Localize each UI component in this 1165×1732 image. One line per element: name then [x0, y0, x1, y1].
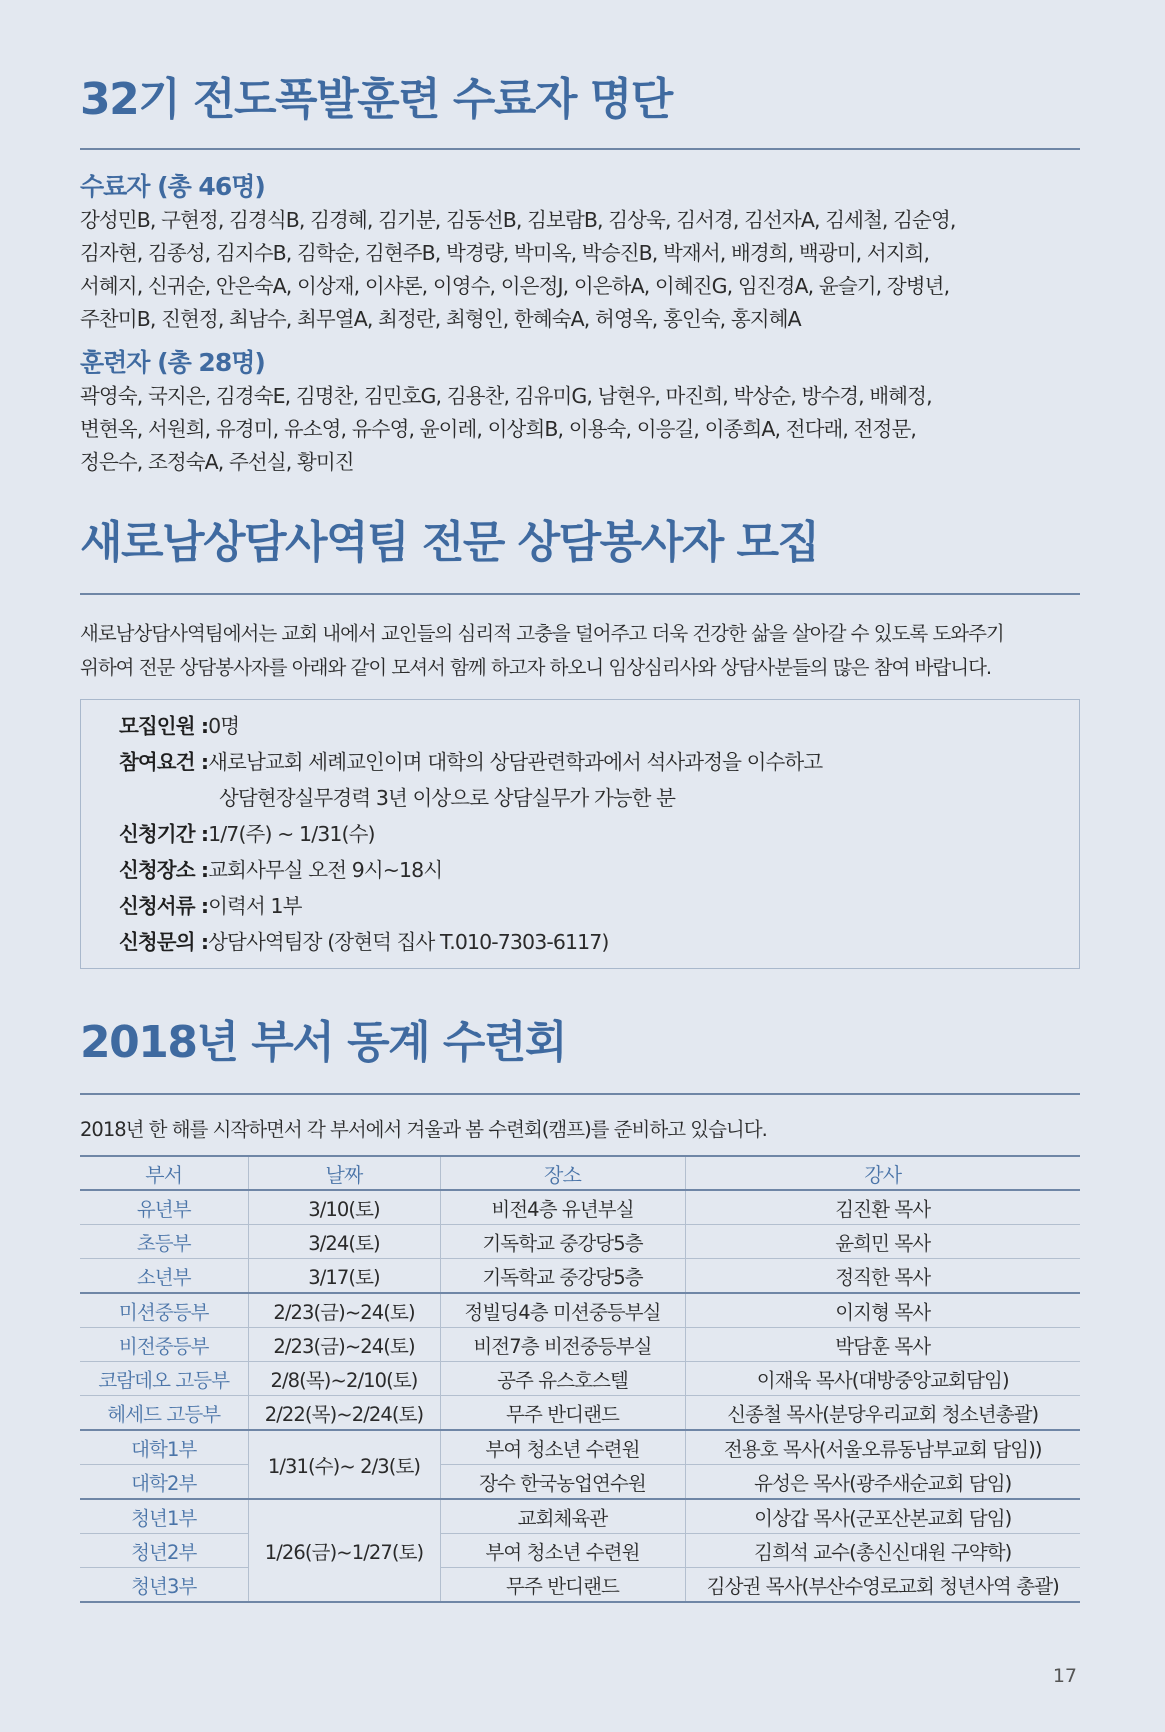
cell-speaker: 윤희민 목사: [685, 1225, 1080, 1259]
trainers-line: 곽영숙, 국지은, 김경숙E, 김명찬, 김민호G, 김용찬, 김유미G, 남현우, 마진희, 박상순, 방수경, 배혜정,: [80, 384, 932, 408]
table-row: [80, 1430, 1080, 1465]
info-row-requirements: [119, 744, 1079, 780]
trainers-list: [80, 380, 1080, 479]
recruitment-info-box: [80, 699, 1080, 969]
retreat-schedule-table: [80, 1155, 1080, 1603]
table-row: [80, 1568, 1080, 1603]
cell-place: 무주 반디랜드: [440, 1568, 685, 1603]
header-dept: 부서: [80, 1156, 248, 1190]
cell-speaker: 이지형 목사: [685, 1293, 1080, 1328]
cell-speaker: 박담훈 목사: [685, 1328, 1080, 1362]
info-value-continued: 상담현장실무경력 3년 이상으로 상담실무가 가능한 분: [219, 786, 676, 810]
cell-dept: 비전중등부: [80, 1328, 248, 1362]
intro-line: 새로남상담사역팀에서는 교회 내에서 교인들의 심리적 고충을 덜어주고 더욱 건강한 삶을 살아갈 수 있도록 도와주기: [80, 622, 1004, 645]
info-label: 신청서류 :: [119, 894, 209, 918]
cell-speaker: 신종철 목사(분당우리교회 청소년총괄): [685, 1396, 1080, 1431]
cell-place: 부여 청소년 수련원: [440, 1534, 685, 1568]
info-label: 신청문의 :: [119, 930, 209, 954]
graduates-list: [80, 204, 1080, 336]
info-value: 교회사무실 오전 9시~18시: [208, 858, 443, 882]
cell-dept: 소년부: [80, 1259, 248, 1294]
cell-dept: 대학2부: [80, 1465, 248, 1500]
cell-place: 교회체육관: [440, 1499, 685, 1534]
info-row-period: [119, 816, 1079, 852]
cell-date: 3/24(토): [248, 1225, 440, 1259]
info-label: 모집인원 :: [119, 714, 209, 738]
graduates-line: 김자현, 김종성, 김지수B, 김학순, 김현주B, 박경량, 박미옥, 박승진B, 박재서, 배경희, 백광미, 서지희,: [80, 241, 930, 265]
cell-date: 2/22(목)~2/24(토): [248, 1396, 440, 1431]
info-label: 신청기간 :: [119, 822, 209, 846]
info-value: 상담사역팀장 (장현덕 집사 T.010-7303-6117): [208, 930, 609, 954]
divider: [80, 148, 1080, 150]
table-row: [80, 1259, 1080, 1294]
cell-dept: 유년부: [80, 1190, 248, 1225]
cell-dept: 초등부: [80, 1225, 248, 1259]
cell-place: 정빌딩4층 미션중등부실: [440, 1293, 685, 1328]
table-header-row: [80, 1156, 1080, 1190]
cell-place: 무주 반디랜드: [440, 1396, 685, 1431]
header-date: 날짜: [248, 1156, 440, 1190]
table-row: [80, 1293, 1080, 1328]
info-value: 1/7(주) ~ 1/31(수): [208, 822, 375, 846]
graduates-line: 서혜지, 신귀순, 안은숙A, 이상재, 이샤론, 이영수, 이은정J, 이은하A, 이혜진G, 임진경A, 윤슬기, 장병년,: [80, 274, 950, 298]
header-speaker: 강사: [685, 1156, 1080, 1190]
cell-speaker: 유성은 목사(광주새순교회 담임): [685, 1465, 1080, 1500]
cell-date: 2/23(금)~24(토): [248, 1293, 440, 1328]
table-row: [80, 1328, 1080, 1362]
cell-speaker: 김상권 목사(부산수영로교회 청년사역 총괄): [685, 1568, 1080, 1603]
cell-speaker: 이상갑 목사(군포산본교회 담임): [685, 1499, 1080, 1534]
cell-speaker: 이재욱 목사(대방중앙교회담임): [685, 1362, 1080, 1396]
section-title-counseling: 새로남상담사역팀 전문 상담봉사자 모집: [80, 517, 819, 568]
cell-speaker: 전용호 목사(서울오류동남부교회 담임)): [685, 1430, 1080, 1465]
info-label: 신청장소 :: [119, 858, 209, 882]
cell-dept: 대학1부: [80, 1430, 248, 1465]
info-row-contact: [119, 924, 1079, 960]
page-number: 17: [1052, 1665, 1077, 1687]
cell-date: 3/10(토): [248, 1190, 440, 1225]
cell-place: 기독학교 중강당5층: [440, 1259, 685, 1294]
info-row-documents: [119, 888, 1079, 924]
cell-place: 기독학교 중강당5층: [440, 1225, 685, 1259]
header-place: 장소: [440, 1156, 685, 1190]
cell-speaker: 김진환 목사: [685, 1190, 1080, 1225]
divider: [80, 593, 1080, 595]
cell-place: 부여 청소년 수련원: [440, 1430, 685, 1465]
info-row-location: [119, 852, 1079, 888]
cell-place: 비전4층 유년부실: [440, 1190, 685, 1225]
graduates-line: 강성민B, 구현정, 김경식B, 김경혜, 김기분, 김동선B, 김보람B, 김상욱, 김서경, 김선자A, 김세철, 김순영,: [80, 208, 956, 232]
cell-speaker: 김희석 교수(총신신대원 구약학): [685, 1534, 1080, 1568]
cell-dept: 코람데오 고등부: [80, 1362, 248, 1396]
cell-dept: 청년1부: [80, 1499, 248, 1534]
divider: [80, 1093, 1080, 1095]
table-row: [80, 1499, 1080, 1534]
table-row: [80, 1396, 1080, 1431]
cell-dept: 청년3부: [80, 1568, 248, 1603]
section-title-retreat: 2018년 부서 동계 수련회: [80, 1017, 566, 1068]
graduates-line: 주찬미B, 진현정, 최남수, 최무열A, 최정란, 최형인, 한혜숙A, 허영옥, 홍인숙, 홍지혜A: [80, 307, 801, 331]
table-row: [80, 1225, 1080, 1259]
cell-date-merged: 1/26(금)~1/27(토): [248, 1499, 440, 1602]
table-row: [80, 1190, 1080, 1225]
intro-line: 위하여 전문 상담봉사자를 아래와 같이 모셔서 함께 하고자 하오니 임상심리사와 상담사분들의 많은 참여 바랍니다.: [80, 656, 992, 679]
section-title-evangelism: 32기 전도폭발훈련 수료자 명단: [80, 74, 672, 125]
info-value: 새로남교회 세례교인이며 대학의 상담관련학과에서 석사과정을 이수하고: [208, 750, 823, 774]
trainers-line: 정은수, 조정숙A, 주선실, 황미진: [80, 450, 354, 474]
cell-place: 공주 유스호스텔: [440, 1362, 685, 1396]
cell-date-merged: 1/31(수)~ 2/3(토): [248, 1430, 440, 1499]
table-row: [80, 1362, 1080, 1396]
cell-place: 비전7층 비전중등부실: [440, 1328, 685, 1362]
retreat-intro: 2018년 한 해를 시작하면서 각 부서에서 겨울과 봄 수련회(캠프)를 준비하고 있습니다.: [80, 1118, 767, 1141]
trainers-title: 훈련자 (총 28명): [80, 348, 265, 377]
cell-dept: 미션중등부: [80, 1293, 248, 1328]
cell-speaker: 정직한 목사: [685, 1259, 1080, 1294]
info-row-count: [119, 708, 1079, 744]
cell-date: 2/23(금)~24(토): [248, 1328, 440, 1362]
table-row: [80, 1465, 1080, 1500]
cell-date: 3/17(토): [248, 1259, 440, 1294]
info-label: 참여요건 :: [119, 750, 209, 774]
graduates-title: 수료자 (총 46명): [80, 172, 265, 201]
table-row: [80, 1534, 1080, 1568]
info-value: 이력서 1부: [208, 894, 302, 918]
counseling-intro: [80, 617, 1080, 685]
cell-dept: 헤세드 고등부: [80, 1396, 248, 1431]
info-value: 0명: [208, 714, 240, 738]
cell-dept: 청년2부: [80, 1534, 248, 1568]
cell-date: 2/8(목)~2/10(토): [248, 1362, 440, 1396]
cell-place: 장수 한국농업연수원: [440, 1465, 685, 1500]
trainers-line: 변현옥, 서원희, 유경미, 유소영, 유수영, 윤이레, 이상희B, 이용숙, 이응길, 이종희A, 전다래, 전정문,: [80, 417, 916, 441]
page-content: [80, 0, 1080, 1603]
